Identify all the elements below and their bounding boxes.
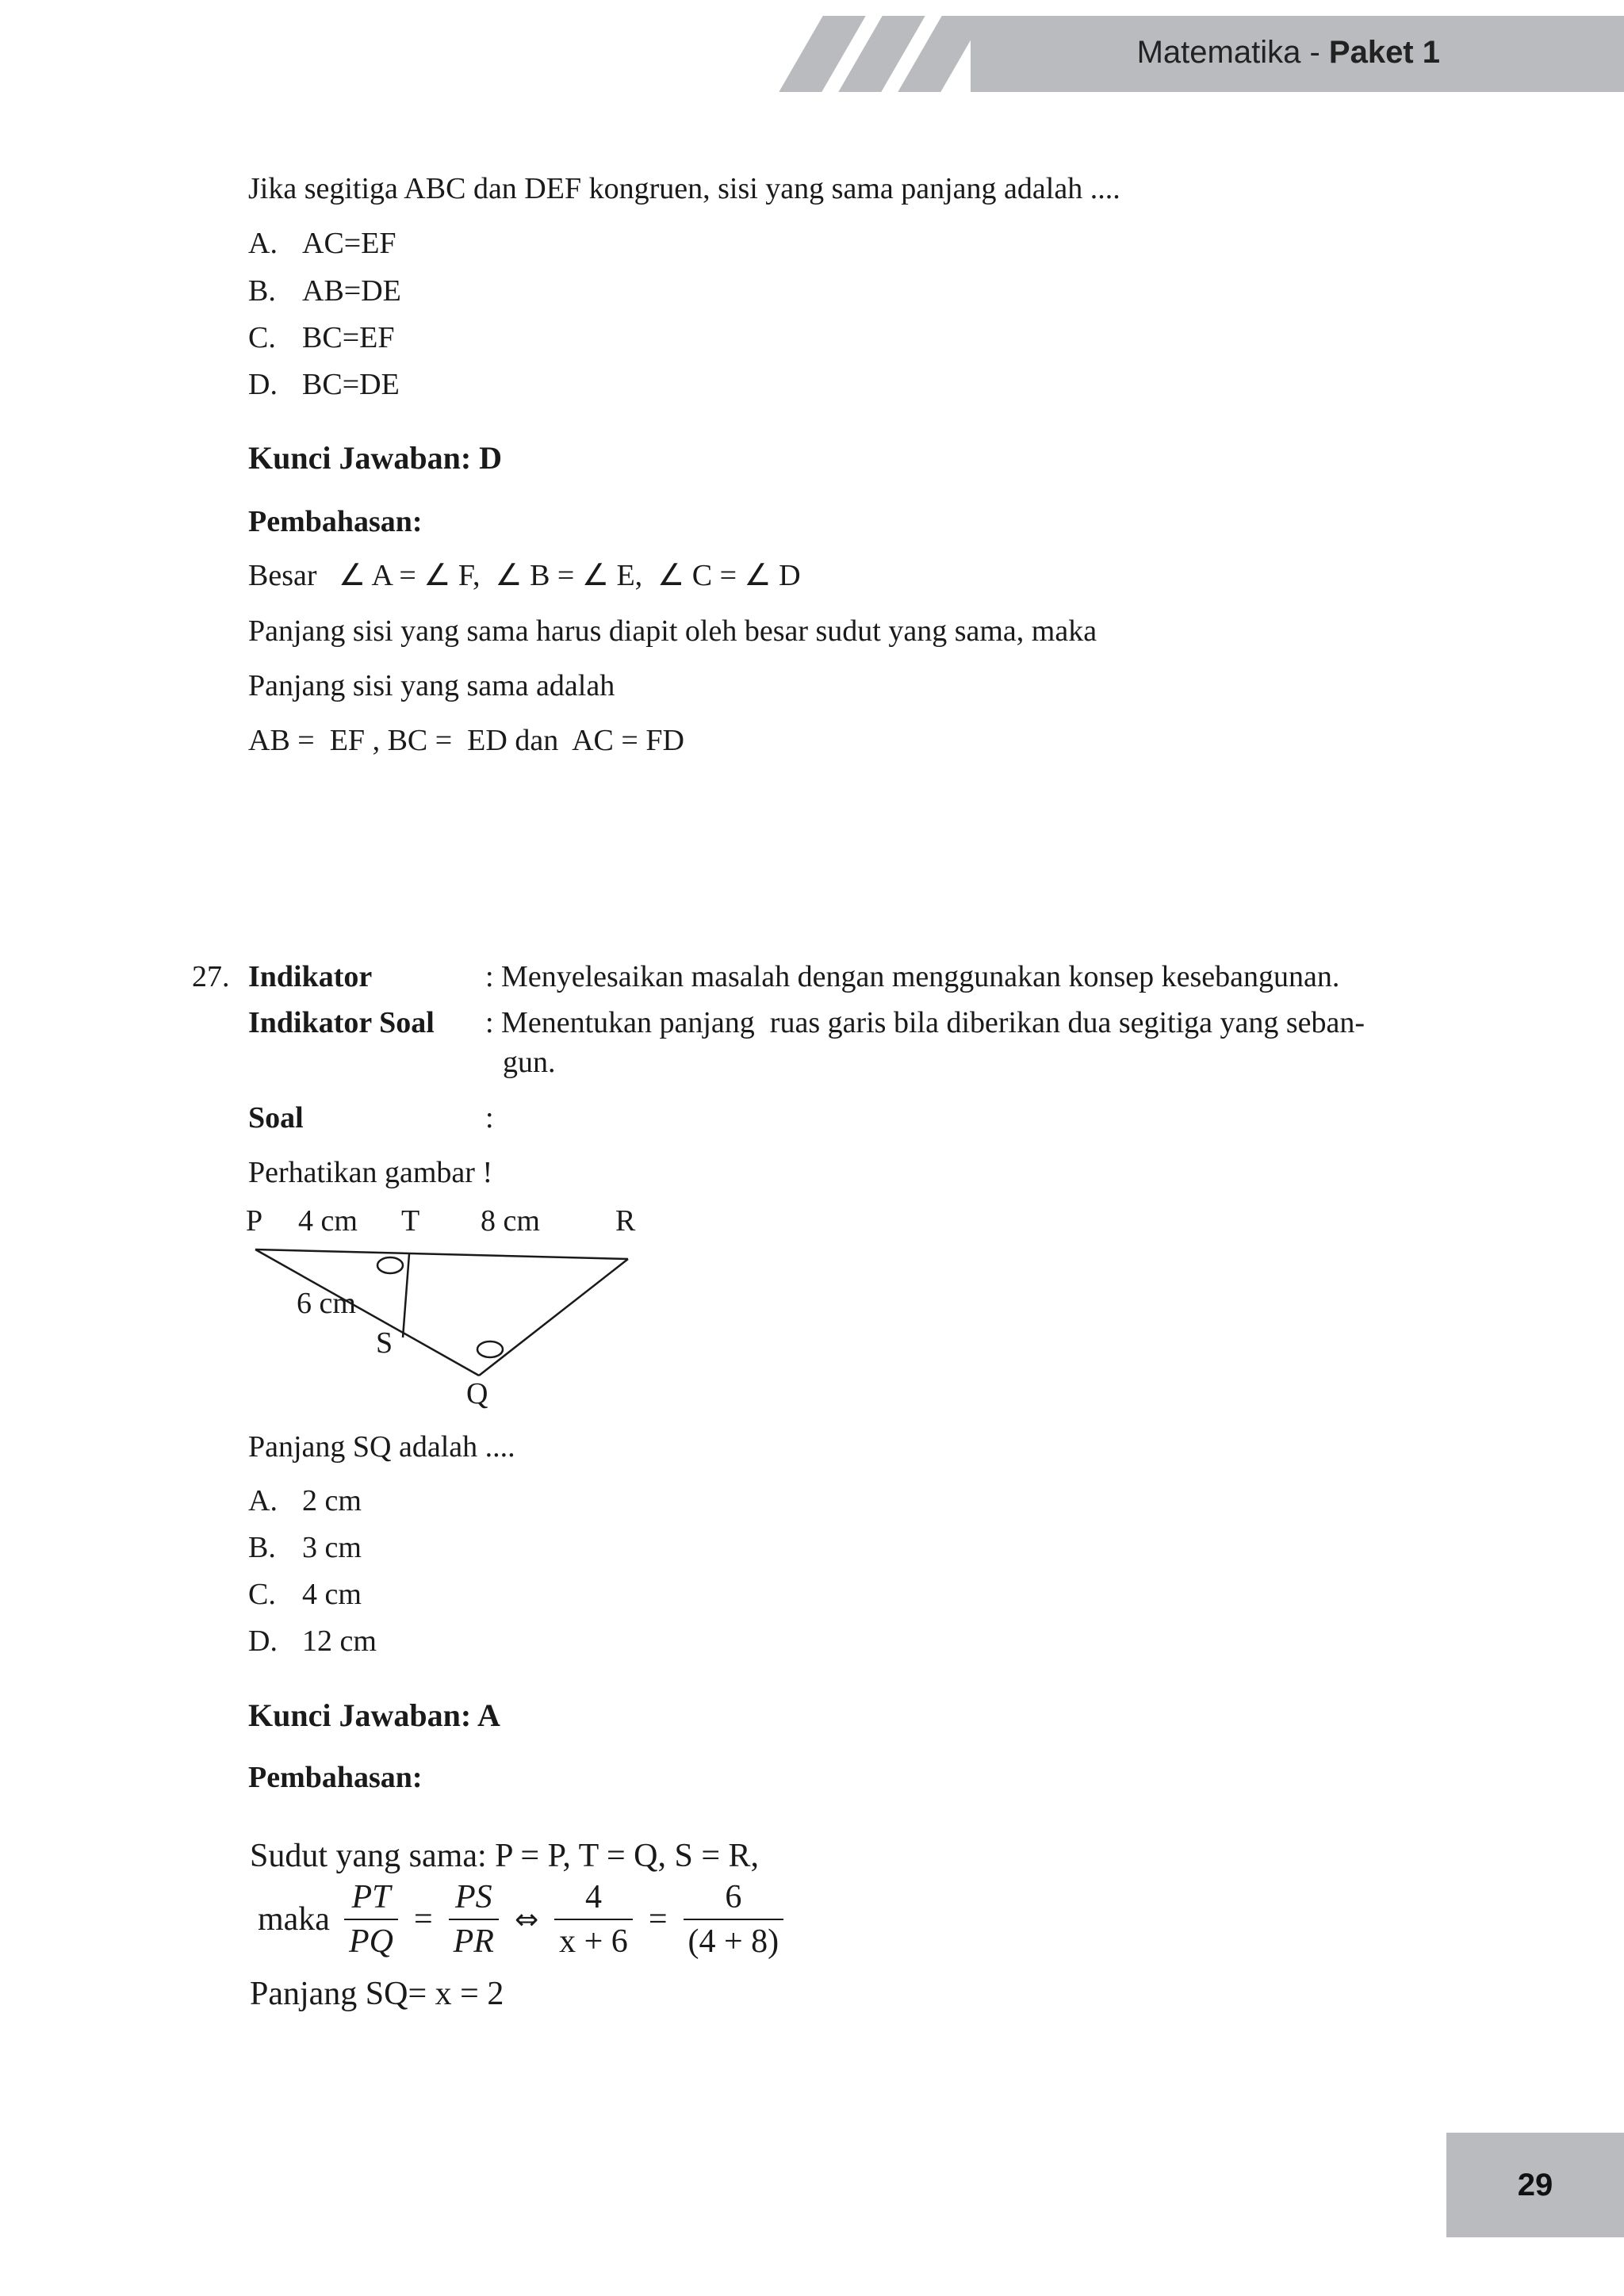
q26-discussion-line2: Panjang sisi yang sama harus diapit oleh besar sudut yang sama, maka bbox=[248, 614, 1097, 648]
fraction-6-48 bbox=[684, 1877, 784, 1962]
q27-indicator-label: Indikator bbox=[248, 960, 373, 993]
q26-option-d[interactable] bbox=[248, 367, 400, 404]
angle-icon: ∠ bbox=[423, 559, 451, 592]
label-r: R bbox=[615, 1204, 636, 1238]
iff-icon: ⇔ bbox=[514, 1903, 539, 1936]
fraction-ps-pr bbox=[449, 1877, 499, 1962]
fraction-numerator: 4 bbox=[584, 1879, 602, 1915]
fraction-denominator: x + 6 bbox=[554, 1919, 633, 1961]
angle-icon: ∠ bbox=[744, 559, 772, 592]
fraction-denominator: PQ bbox=[344, 1919, 398, 1961]
label-pt-length: 4 cm bbox=[298, 1204, 358, 1238]
q27-instruction: Perhatikan gambar ! bbox=[248, 1156, 493, 1189]
q26-discussion-line3: Panjang sisi yang sama adalah bbox=[248, 669, 615, 702]
option-letter: A. bbox=[248, 1484, 278, 1517]
option-text: BC=DE bbox=[302, 368, 400, 401]
fraction-denominator: PR bbox=[449, 1919, 499, 1961]
option-letter: C. bbox=[248, 1578, 276, 1611]
q27-answer-key: Kunci Jawaban: A bbox=[248, 1697, 500, 1733]
page-number-box bbox=[1446, 2133, 1624, 2237]
q27-option-b[interactable] bbox=[248, 1530, 362, 1567]
q27-indicator-value: : Menyelesaikan masalah dengan menggunakan konsep kesebangunan. bbox=[485, 960, 1340, 993]
line-ts bbox=[403, 1254, 409, 1337]
angle-icon: ∠ bbox=[339, 559, 366, 592]
fraction-pt-pq bbox=[344, 1877, 398, 1962]
angle-sep: , bbox=[634, 559, 650, 592]
angle-label: F bbox=[458, 559, 473, 592]
angles-prefix: Besar bbox=[248, 559, 317, 592]
solution-equation bbox=[258, 1877, 790, 1962]
option-text: AB=DE bbox=[302, 274, 401, 308]
option-text: 2 cm bbox=[302, 1484, 362, 1517]
option-text: 12 cm bbox=[302, 1624, 377, 1658]
q27-option-a[interactable] bbox=[248, 1483, 362, 1520]
angle-label: A bbox=[371, 559, 392, 592]
angle-label: D bbox=[779, 559, 801, 592]
fraction-numerator: 6 bbox=[725, 1879, 742, 1915]
angle-mark-q bbox=[477, 1341, 503, 1357]
q27-number: 27. bbox=[192, 960, 230, 993]
option-letter: D. bbox=[248, 1624, 278, 1658]
label-tr-length: 8 cm bbox=[481, 1204, 540, 1238]
header-separator: - bbox=[1300, 35, 1329, 70]
q27-question: Panjang SQ adalah .... bbox=[248, 1430, 515, 1464]
q27-discussion-label: Pembahasan: bbox=[248, 1761, 423, 1794]
equals-sign: = bbox=[648, 1901, 668, 1938]
q26-option-c[interactable] bbox=[248, 320, 394, 357]
q27-indicator-soal-value: : Menentukan panjang ruas garis bila diberikan dua segitiga yang seban- bbox=[485, 1006, 1365, 1039]
q27-option-c[interactable] bbox=[248, 1577, 362, 1613]
fraction-denominator: (4 + 8) bbox=[684, 1919, 784, 1961]
angle-label: E bbox=[616, 559, 635, 592]
label-s: S bbox=[376, 1326, 393, 1360]
q27-option-d[interactable] bbox=[248, 1624, 377, 1660]
option-text: 4 cm bbox=[302, 1578, 362, 1611]
q26-option-b[interactable] bbox=[248, 274, 401, 310]
q26-option-a[interactable] bbox=[248, 226, 396, 262]
q27-indicator-soal-label: Indikator Soal bbox=[248, 1006, 435, 1039]
header-subject: Matematika bbox=[1136, 35, 1301, 70]
label-ps-length: 6 cm bbox=[297, 1287, 356, 1320]
header-title bbox=[1137, 35, 1440, 71]
q27-soal-colon: : bbox=[485, 1101, 494, 1135]
angle-icon: ∠ bbox=[495, 559, 523, 592]
angle-label: C bbox=[691, 559, 713, 592]
q26-stem: Jika segitiga ABC dan DEF kongruen, sisi yang sama panjang adalah .... bbox=[248, 172, 1120, 205]
triangle-figure bbox=[238, 1197, 666, 1411]
label-p: P bbox=[246, 1204, 263, 1238]
fraction-numerator: PT bbox=[351, 1879, 391, 1915]
option-letter: B. bbox=[248, 274, 276, 308]
fraction-4-x6 bbox=[554, 1877, 633, 1962]
equals-sign: = bbox=[413, 1901, 433, 1938]
option-letter: D. bbox=[248, 368, 278, 401]
solution-line1: Sudut yang sama: P = P, T = Q, S = R, bbox=[250, 1838, 760, 1874]
option-text: BC=EF bbox=[302, 321, 395, 354]
fraction-numerator: PS bbox=[454, 1879, 492, 1915]
q27-soal-label: Soal bbox=[248, 1101, 304, 1135]
q26-discussion-label: Pembahasan: bbox=[248, 505, 423, 538]
solution-line3: Panjang SQ= x = 2 bbox=[250, 1976, 504, 2012]
angle-icon: ∠ bbox=[581, 559, 609, 592]
option-letter: A. bbox=[248, 227, 278, 260]
angle-sep: , bbox=[472, 559, 488, 592]
line-pq bbox=[255, 1249, 479, 1376]
label-q: Q bbox=[466, 1377, 488, 1410]
triangle-diagram bbox=[238, 1197, 666, 1411]
q27-indicator-soal-value-cont: gun. bbox=[503, 1046, 556, 1079]
label-t: T bbox=[401, 1204, 420, 1238]
angle-mark-t bbox=[377, 1257, 403, 1273]
q26-answer-key: Kunci Jawaban: D bbox=[248, 440, 503, 476]
line-rq bbox=[479, 1259, 628, 1376]
option-letter: C. bbox=[248, 321, 276, 354]
header-package: Paket 1 bbox=[1328, 35, 1440, 70]
q26-discussion-angles: Besar ∠ A = ∠ F, ∠ B = ∠ E, ∠ C = ∠ D bbox=[248, 559, 801, 592]
option-text: AC=EF bbox=[302, 227, 396, 260]
line-pr bbox=[255, 1249, 628, 1259]
option-letter: B. bbox=[248, 1531, 276, 1564]
page-number: 29 bbox=[1517, 2168, 1553, 2202]
option-text: 3 cm bbox=[302, 1531, 362, 1564]
angle-icon: ∠ bbox=[657, 559, 685, 592]
angle-label: B bbox=[530, 559, 550, 592]
q26-discussion-line4: AB = EF , BC = ED dan AC = FD bbox=[248, 724, 684, 757]
solution-maka: maka bbox=[258, 1901, 330, 1938]
